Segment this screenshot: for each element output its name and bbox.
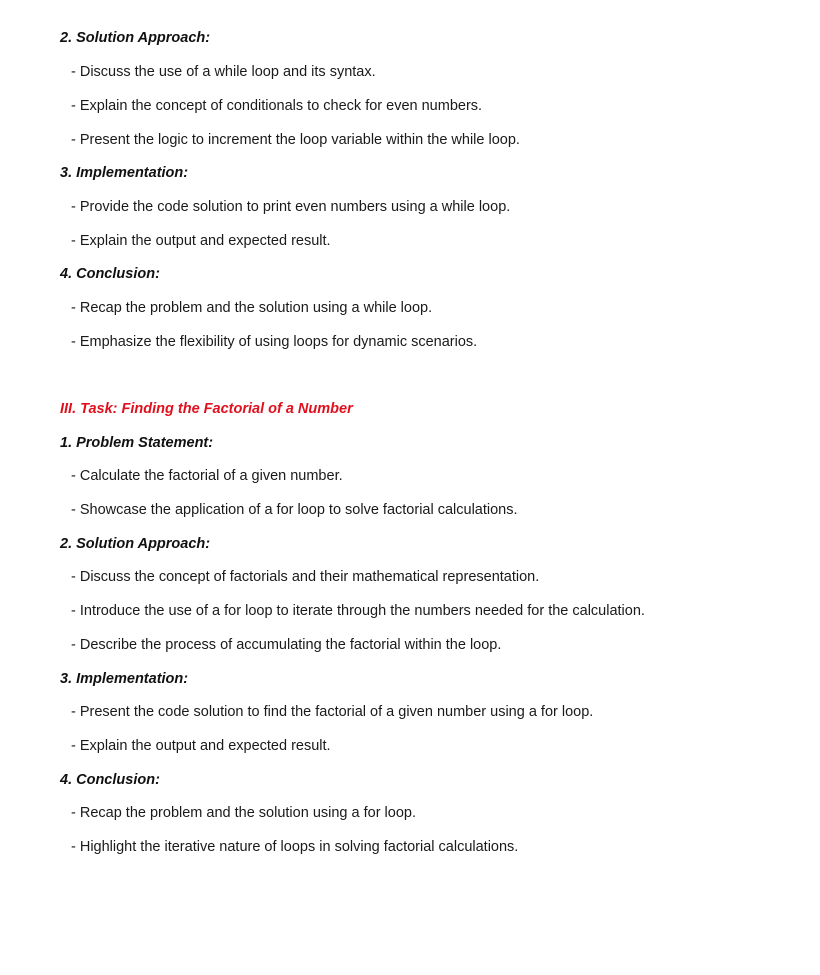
list-item: - Calculate the factorial of a given number. xyxy=(71,468,343,484)
problem-statement-heading: 1. Problem Statement: xyxy=(60,435,214,451)
list-item: - Describe the process of accumulating the factorial within the loop. xyxy=(71,637,502,653)
list-item: - Recap the problem and the solution using a for loop. xyxy=(71,805,416,821)
implementation-heading: 3. Implementation: xyxy=(60,671,189,687)
list-item: - Highlight the iterative nature of loops in solving factorial calculations. xyxy=(71,839,519,855)
list-item: - Explain the concept of conditionals to check for even numbers. xyxy=(71,98,483,114)
conclusion-heading: 4. Conclusion: xyxy=(60,266,160,282)
list-item: - Introduce the use of a for loop to iterate through the numbers needed for the calculation. xyxy=(71,603,645,619)
solution-approach-heading: 2. Solution Approach: xyxy=(60,536,211,552)
list-item: - Showcase the application of a for loop to solve factorial calculations. xyxy=(71,502,518,518)
list-item: - Explain the output and expected result. xyxy=(71,738,331,754)
list-item: - Discuss the use of a while loop and its syntax. xyxy=(71,64,376,80)
list-item: - Discuss the concept of factorials and their mathematical representation. xyxy=(71,569,540,585)
list-item: - Recap the problem and the solution using a while loop. xyxy=(71,300,433,316)
list-item: - Explain the output and expected result. xyxy=(71,233,331,249)
list-item: - Present the code solution to find the factorial of a given number using a for loop. xyxy=(71,704,594,720)
list-item: - Provide the code solution to print even numbers using a while loop. xyxy=(71,199,511,215)
list-item: - Present the logic to increment the loop variable within the while loop. xyxy=(71,132,520,148)
conclusion-heading: 4. Conclusion: xyxy=(60,772,160,788)
list-item: - Emphasize the flexibility of using loops for dynamic scenarios. xyxy=(71,334,478,350)
implementation-heading: 3. Implementation: xyxy=(60,165,189,181)
task-title: III. Task: Finding the Factorial of a Number xyxy=(60,401,353,417)
solution-approach-heading: 2. Solution Approach: xyxy=(60,30,211,46)
